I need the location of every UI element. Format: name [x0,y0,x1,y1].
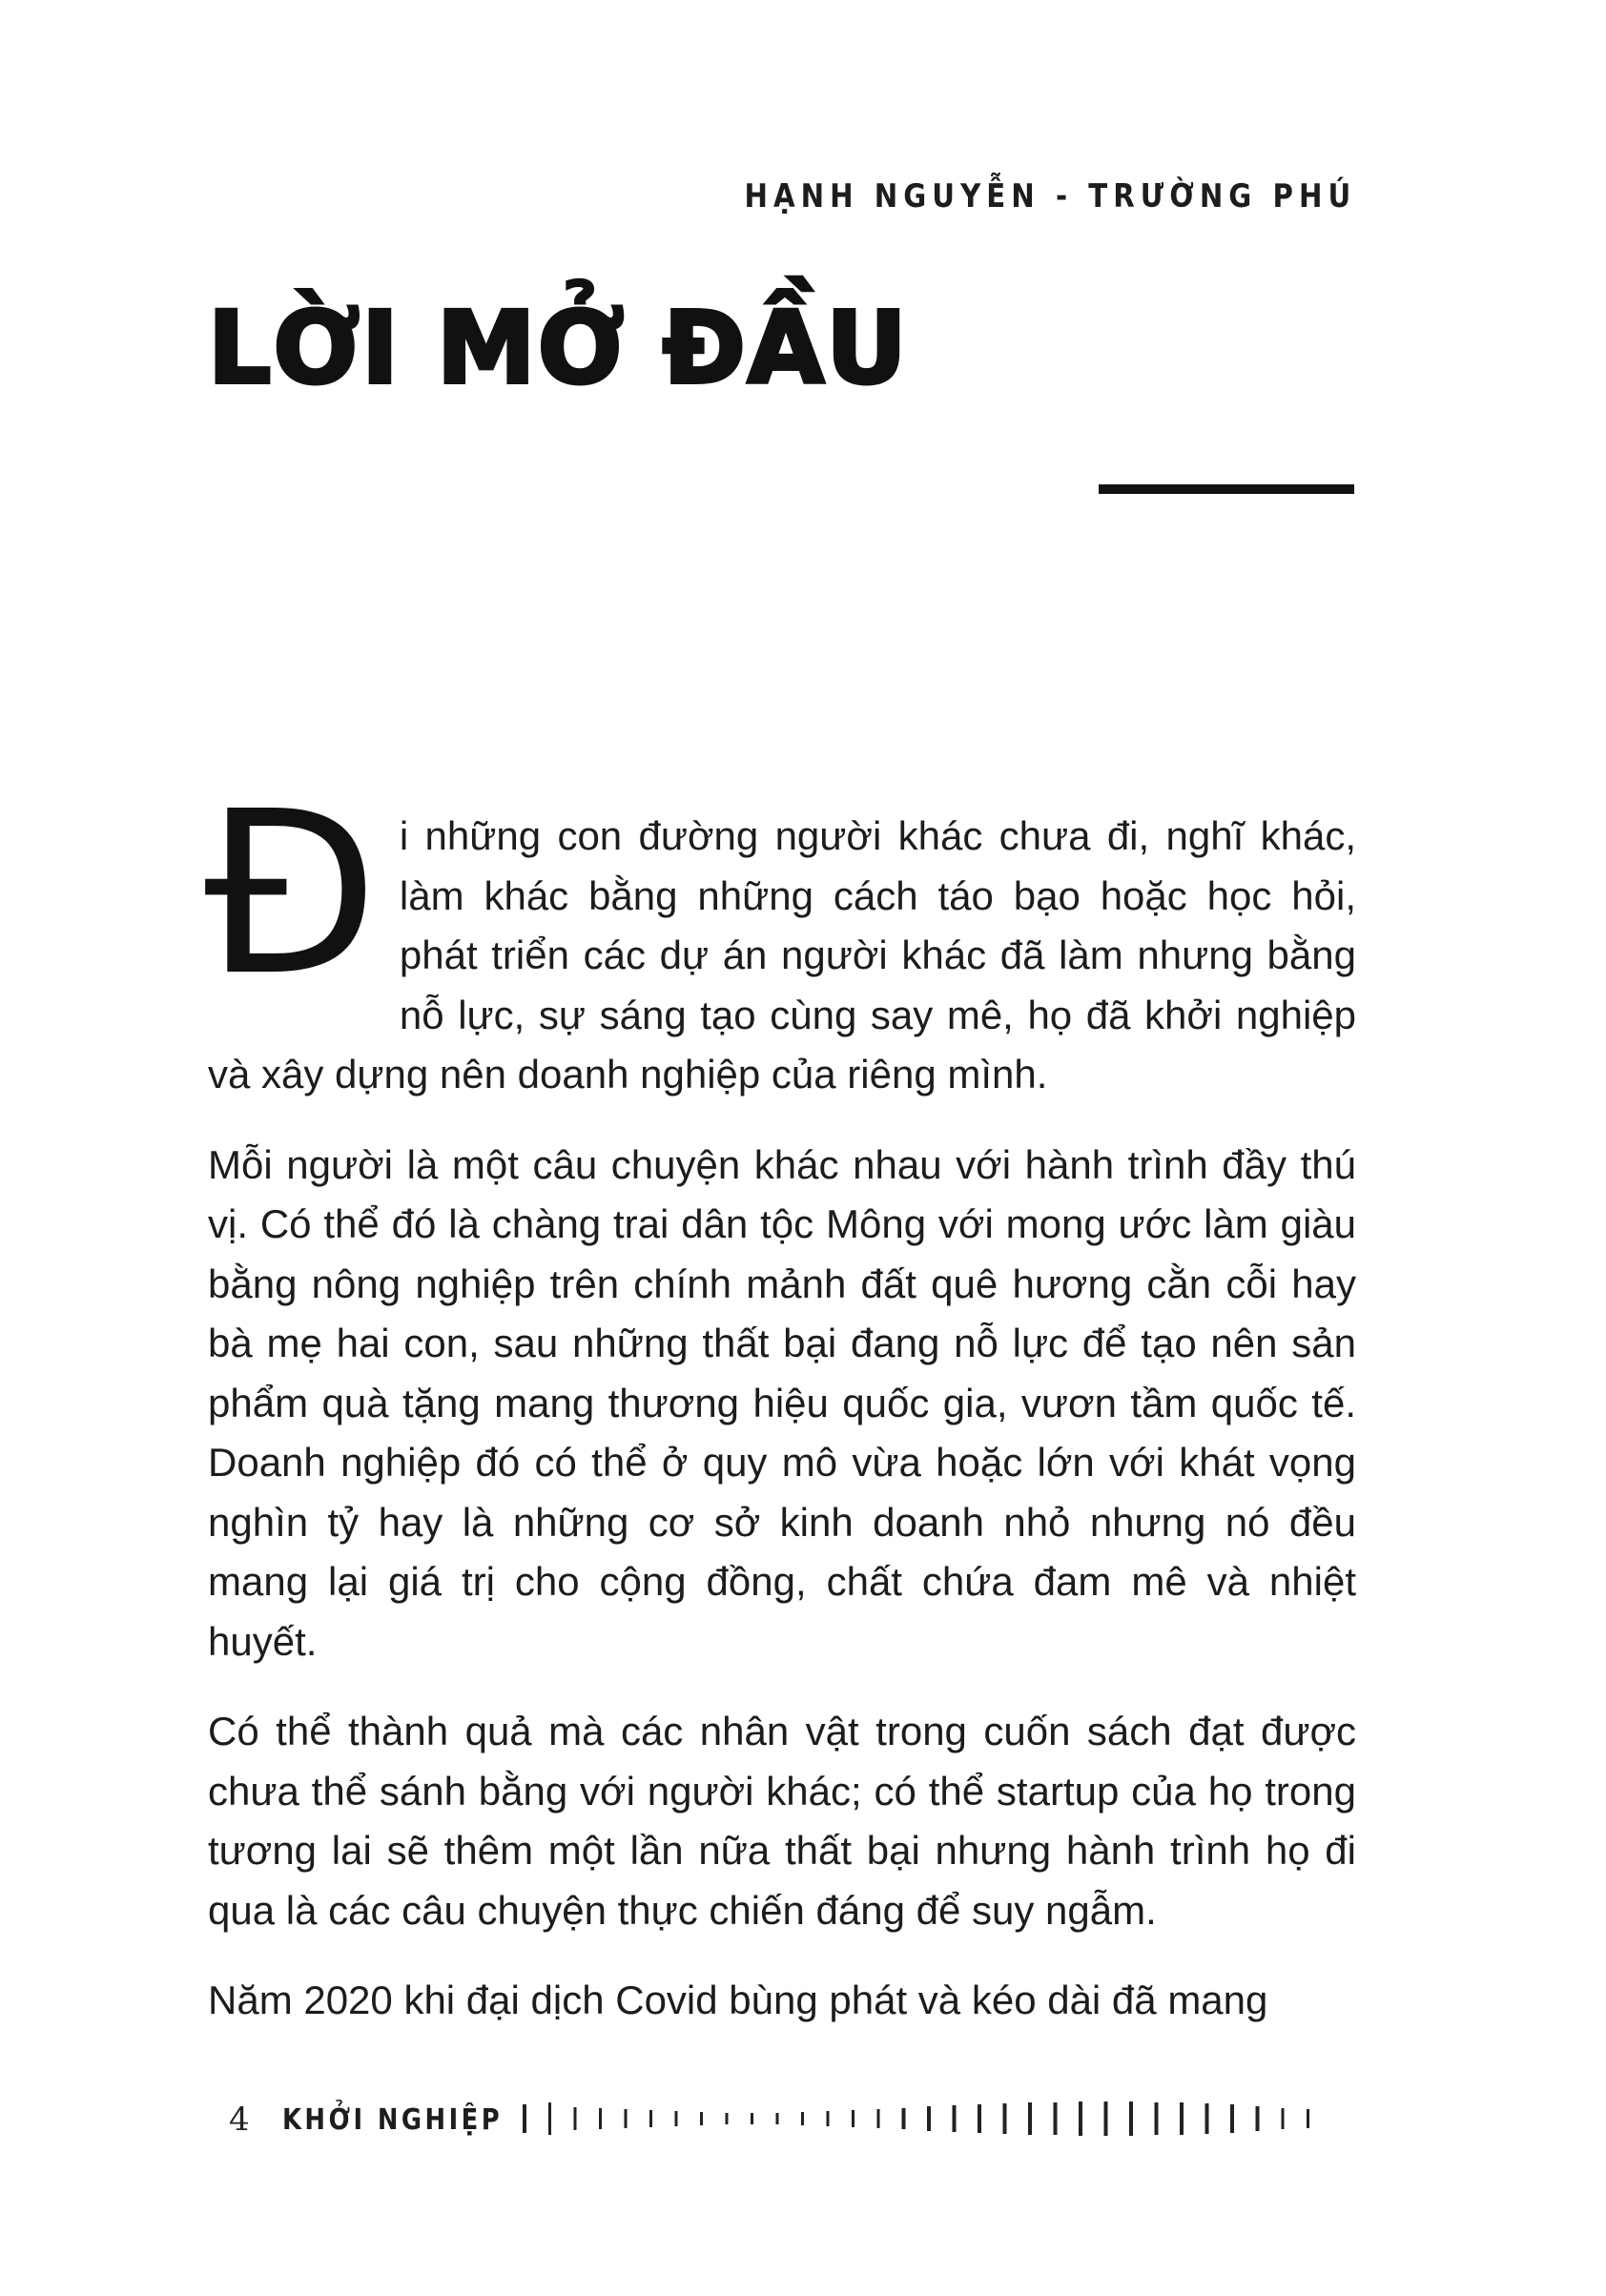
title-rule [1099,484,1354,494]
running-head: KHỞI NGHIỆP [281,2102,503,2137]
body-text [204,763,1356,2061]
paragraph-1 [204,763,1356,1105]
author-names: HẠNH NGUYỄN - TRƯỜNG PHÚ [744,177,1356,215]
paragraph-3: Có thể thành quả mà các nhân vật trong cuốn sách đạt được chưa thể sánh bằng với người khác; có thể startup của họ trong tương lai sẽ thêm một lần nữa thất bại nhưng hành trình họ đi qua là các câu chuyện thực chiến đáng để suy ngẫm. [208,1709,1356,1933]
page-number: 4 [229,2101,250,2139]
drop-cap: Đ [204,763,379,1025]
page-footer [229,2096,530,2143]
paragraph-2: Mỗi người là một câu chuyện khác nhau với hành trình đầy thú vị. Có thể đó là chàng trai dân tộc Mông với mong ước làm giàu bằng nông nghiệp trên chính mảnh đất quê hương cằn cỗi hay bà mẹ hai con, sau những thất bại đang nỗ lực để tạo nên sản phẩm quà tặng mang thương hiệu quốc gia, vươn tầm quốc tế. Doanh nghiệp đó có thể ở quy mô vừa hoặc lớn với khát vọng nghìn tỷ hay là những cơ sở kinh doanh nhỏ nhưng nó đều mang lại giá trị cho cộng đồng, chất chứa đam mê và nhiệt huyết. [208,1141,1356,1664]
chapter-title: LỜI MỞ ĐẦU [208,290,909,406]
decorative-tick-marks [523,2090,1362,2147]
paragraph-1-text: i những con đường người khác chưa đi, nghĩ khác, làm khác bằng những cách táo bạo hoặc học hỏi, phát triển các dự án người khác đã làm nhưng bằng nỗ lực, sự sáng tạo cùng say mê, họ đã khởi nghiệp và xây dựng nên doanh nghiệp của riêng mình. [208,813,1356,1097]
paragraph-4: Năm 2020 khi đại dịch Covid bùng phát và kéo dài đã mang [208,1978,1268,2022]
